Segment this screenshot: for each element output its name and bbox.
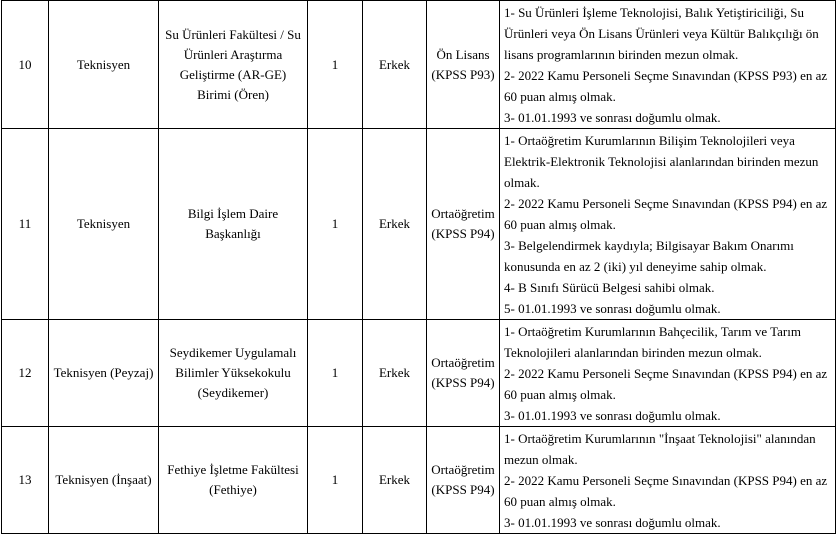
requirement-item: 1- Su Ürünleri İşleme Teknolojisi, Balık Yetiştiriciliği, Su Ürünleri veya Ön Lisans Ürünleri veya Kültür Balıkçılığı ön lisans programlarının birinden mezun olmak. [504,5,819,62]
position-count: 1 [308,320,363,427]
education-level: Ortaöğretim (KPSS P94) [427,427,500,534]
row-number: 13 [2,427,49,534]
row-number: 10 [2,1,49,129]
requirement-item: 2- 2022 Kamu Personeli Seçme Sınavından (KPSS P93) en az 60 puan almış olmak. [504,68,828,104]
requirements-cell [500,427,836,534]
requirement-item: 3- Belgelendirmek kaydıyla; Bilgisayar Bakım Onarımı konusunda en az 2 (iki) yıl deneyime sahip olmak. [504,238,794,274]
requirements-cell [500,320,836,427]
requirement-item: 3- 01.01.1993 ve sonrası doğumlu olmak. [504,408,721,423]
requirement-item: 1- Ortaöğretim Kurumlarının "İnşaat Teknolojisi" alanından mezun olmak. [504,431,816,467]
requirement-item: 1- Ortaöğretim Kurumlarının Bilişim Teknolojileri veya Elektrik-Elektronik Teknolojisi alanlarından birinden mezun olmak. [504,133,819,190]
requirement-item: 2- 2022 Kamu Personeli Seçme Sınavından (KPSS P94) en az 60 puan almış olmak. [504,473,828,509]
unit-name: Fethiye İşletme Fakültesi (Fethiye) [159,427,308,534]
education-level: Ortaöğretim (KPSS P94) [427,320,500,427]
table-row [2,1,836,129]
unit-name: Bilgi İşlem Daire Başkanlığı [159,129,308,320]
requirements-cell [500,129,836,320]
unit-name: Su Ürünleri Fakültesi / Su Ürünleri Araştırma Geliştirme (AR-GE) Birimi (Ören) [159,1,308,129]
position-title: Teknisyen [49,129,159,320]
position-count: 1 [308,1,363,129]
requirement-item: 1- Ortaöğretim Kurumlarının Bahçecilik, Tarım ve Tarım Teknolojileri alanlarından birinden mezun olmak. [504,324,801,360]
gender: Erkek [363,129,427,320]
table-row [2,320,836,427]
requirement-item: 5- 01.01.1993 ve sonrası doğumlu olmak. [504,301,721,316]
position-count: 1 [308,427,363,534]
requirement-item: 3- 01.01.1993 ve sonrası doğumlu olmak. [504,110,721,125]
position-count: 1 [308,129,363,320]
table-row [2,427,836,534]
position-title: Teknisyen (İnşaat) [49,427,159,534]
gender: Erkek [363,320,427,427]
requirements-cell [500,1,836,129]
unit-name: Seydikemer Uygulamalı Bilimler Yüksekokulu (Seydikemer) [159,320,308,427]
position-title: Teknisyen (Peyzaj) [49,320,159,427]
requirement-item: 2- 2022 Kamu Personeli Seçme Sınavından (KPSS P94) en az 60 puan almış olmak. [504,366,828,402]
row-number: 11 [2,129,49,320]
row-number: 12 [2,320,49,427]
requirement-item: 4- B Sınıfı Sürücü Belgesi sahibi olmak. [504,280,715,295]
gender: Erkek [363,1,427,129]
position-title: Teknisyen [49,1,159,129]
table-row [2,129,836,320]
education-level: Ortaöğretim (KPSS P94) [427,129,500,320]
education-level: Ön Lisans (KPSS P93) [427,1,500,129]
requirement-item: 2- 2022 Kamu Personeli Seçme Sınavından (KPSS P94) en az 60 puan almış olmak. [504,196,828,232]
gender: Erkek [363,427,427,534]
positions-table [1,0,836,534]
requirement-item: 3- 01.01.1993 ve sonrası doğumlu olmak. [504,515,721,530]
